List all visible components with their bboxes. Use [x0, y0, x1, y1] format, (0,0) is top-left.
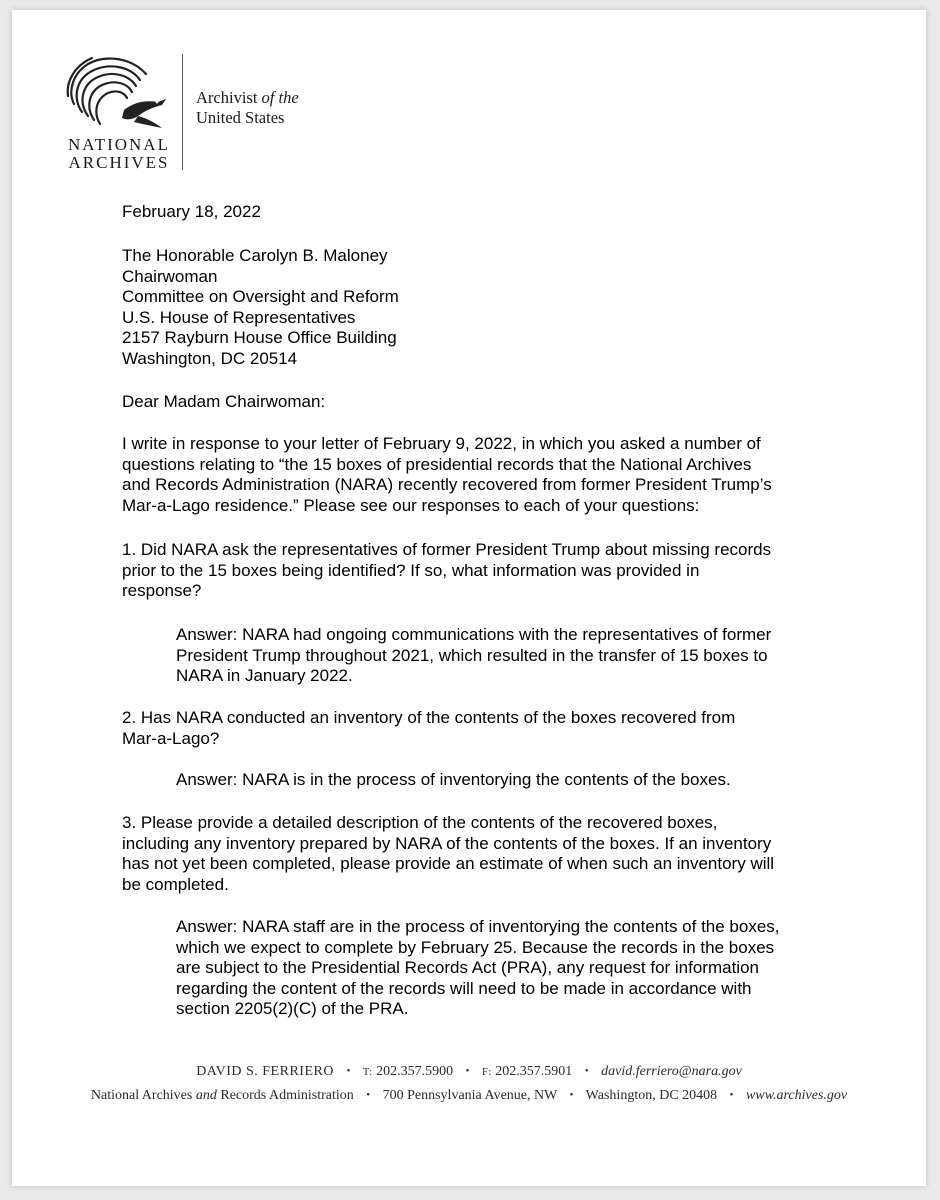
recipient-line: Committee on Oversight and Reform — [122, 287, 399, 306]
footer-org-rest: Records Administration — [220, 1088, 354, 1103]
letter-date: February 18, 2022 — [122, 202, 261, 221]
bullet-icon: • — [729, 1089, 734, 1101]
footer-street: 700 Pennsylvania Avenue, NW — [382, 1088, 558, 1103]
letter-page — [12, 10, 926, 1186]
footer-address — [12, 1088, 926, 1104]
paragraph-line: prior to the 15 boxes being identified? If so, what information was provided in — [122, 560, 700, 580]
footer-city: Washington, DC 20408 — [585, 1088, 718, 1103]
archivist-title-united-states: United States — [196, 108, 285, 127]
question-1 — [122, 540, 882, 602]
paragraph-line: and Records Administration (NARA) recently recovered from former President Trump’s — [122, 475, 772, 494]
paragraph-line: President Trump throughout 2021, which resulted in the transfer of 15 boxes to — [176, 645, 768, 665]
answer-3 — [176, 917, 856, 1020]
paragraph-line: questions relating to “the 15 boxes of presidential records that the National Archives — [122, 454, 752, 474]
logo-text-national: NATIONAL — [68, 135, 170, 154]
footer-tel: 202.357.5900 — [376, 1064, 454, 1079]
recipient-line: 2157 Rayburn House Office Building — [122, 328, 397, 347]
footer-fax: 202.357.5901 — [495, 1064, 573, 1079]
paragraph-line: which we expect to complete by February 25. Because the records in the boxes — [176, 937, 775, 957]
recipient-line: Washington, DC 20514 — [122, 348, 298, 368]
recipient-line: U.S. House of Representatives — [122, 307, 356, 327]
paragraph-line: Answer: NARA had ongoing communications with the representatives of former — [176, 625, 772, 644]
recipient-line: Chairwoman — [122, 266, 218, 286]
archivist-title-of-the: of the — [261, 88, 299, 107]
logo-text-archives: ARCHIVES — [68, 153, 170, 172]
question-2 — [122, 708, 882, 749]
footer-fax-label: F: — [481, 1067, 492, 1078]
question-3 — [122, 813, 882, 895]
paragraph-line: 1. Did NARA ask the representatives of former President Trump about missing records — [122, 540, 772, 559]
footer-org: National Archives — [90, 1088, 193, 1103]
paragraph-line: are subject to the Presidential Records Act (PRA), any request for information — [176, 958, 759, 977]
footer-name: DAVID S. FERRIERO — [196, 1064, 334, 1079]
national-archives-logo — [54, 52, 184, 172]
bullet-icon: • — [584, 1065, 589, 1077]
paragraph-line: Mar-a-Lago? — [122, 728, 220, 748]
paragraph-line: 3. Please provide a detailed description of the contents of the recovered boxes, — [122, 813, 718, 832]
archivist-title — [196, 88, 299, 128]
answer-2 — [176, 770, 856, 791]
paragraph-line: regarding the content of the records will need to be made in accordance with — [176, 978, 752, 998]
paragraph-line: Mar-a-Lago residence.” Please see our responses to each of your questions: — [122, 495, 700, 515]
bullet-icon: • — [346, 1065, 351, 1077]
recipient-address — [122, 246, 882, 369]
archivist-title-word: Archivist — [196, 88, 258, 107]
paragraph-line: I write in response to your letter of February 9, 2022, in which you asked a number of — [122, 434, 761, 453]
paragraph-line: section 2205(2)(C) of the PRA. — [176, 999, 409, 1018]
letterhead-divider — [182, 54, 183, 170]
paragraph-line: has not yet been completed, please provide an estimate of when such an inventory will — [122, 854, 775, 873]
paragraph-line: NARA in January 2022. — [176, 666, 353, 685]
salutation: Dear Madam Chairwoman: — [122, 392, 326, 411]
bullet-icon: • — [366, 1089, 371, 1101]
bullet-icon: • — [465, 1065, 470, 1077]
bullet-icon: • — [569, 1089, 574, 1101]
intro-paragraph — [122, 434, 882, 516]
recipient-line: The Honorable Carolyn B. Maloney — [122, 246, 388, 265]
paragraph-line: Answer: NARA is in the process of inventorying the contents of the boxes. — [176, 770, 731, 789]
footer-website-link[interactable]: www.archives.gov — [746, 1088, 848, 1103]
footer-tel-label: T: — [362, 1067, 373, 1078]
footer-contact — [12, 1064, 926, 1080]
paragraph-line: Answer: NARA staff are in the process of inventorying the contents of the boxes, — [176, 917, 780, 936]
paragraph-line: response? — [122, 581, 202, 600]
paragraph-line: 2. Has NARA conducted an inventory of the contents of the boxes recovered from — [122, 708, 736, 727]
paragraph-line: be completed. — [122, 874, 229, 894]
answer-1 — [176, 625, 856, 687]
footer-org-and: and — [195, 1088, 217, 1103]
eagle-wave-icon — [54, 52, 184, 136]
footer-email-link[interactable]: david.ferriero@nara.gov — [601, 1064, 742, 1079]
paragraph-line: including any inventory prepared by NARA of the contents of the boxes. If an inventory — [122, 833, 772, 853]
